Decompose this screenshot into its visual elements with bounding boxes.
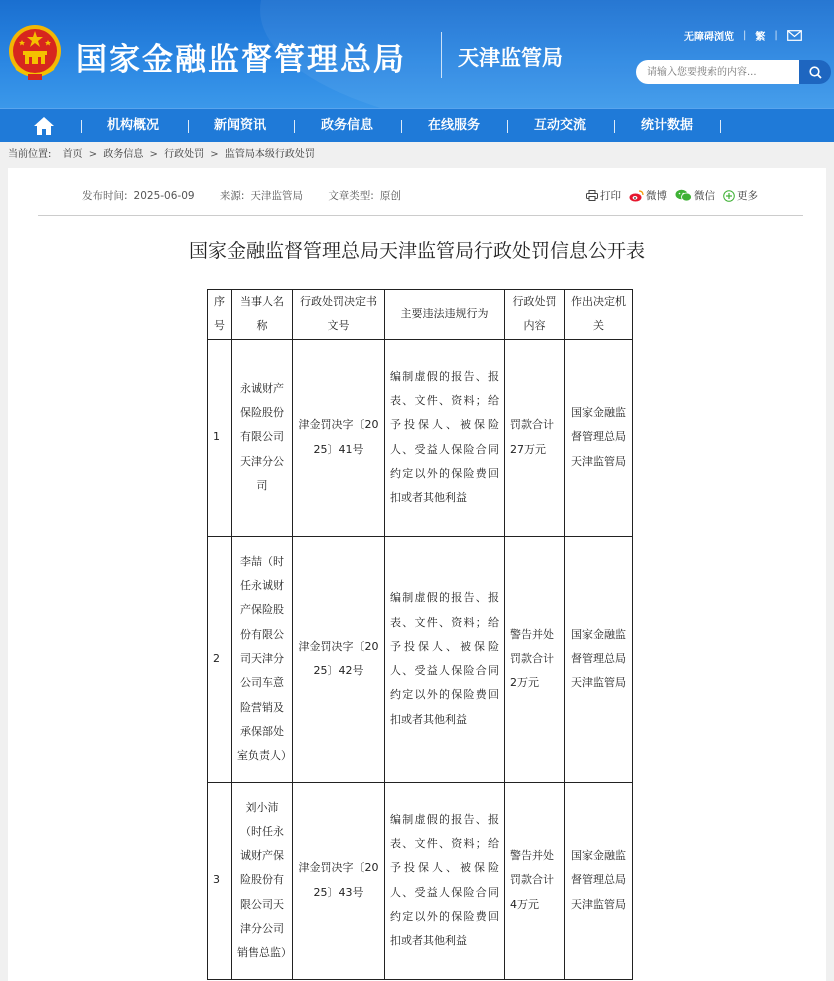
source-value: 天津监管局	[250, 190, 303, 202]
breadcrumb-penalty[interactable]: 行政处罚	[164, 149, 205, 160]
row-authority: 国家金融监督管理总局天津监管局	[565, 782, 633, 979]
breadcrumb-government-info[interactable]: 政务信息	[103, 149, 144, 160]
nav-divider	[294, 120, 295, 133]
nav-item-about[interactable]: 机构概况	[107, 118, 160, 133]
top-links	[684, 28, 802, 42]
publish-date: 2025-06-09	[133, 190, 195, 202]
nav-divider	[188, 120, 189, 133]
more-label: 更多	[737, 190, 758, 202]
table-row	[208, 782, 633, 979]
nav-divider	[507, 120, 508, 133]
national-emblem-icon[interactable]	[8, 24, 62, 82]
type-value: 原创	[379, 190, 401, 202]
print-label: 打印	[600, 190, 621, 202]
row-authority: 国家金融监督管理总局天津监管局	[565, 339, 633, 536]
link-divider: |	[774, 29, 778, 41]
wechat-label: 微信	[694, 190, 715, 202]
breadcrumb-current[interactable]: 监管局本级行政处罚	[224, 149, 315, 160]
table-row	[208, 536, 633, 782]
breadcrumb	[8, 142, 315, 168]
wechat-share-button[interactable]	[675, 188, 715, 203]
search-button[interactable]	[799, 60, 831, 84]
print-button[interactable]	[586, 188, 621, 203]
table-header-row	[208, 290, 633, 340]
row-no: 1	[208, 339, 232, 536]
nav-item-government-info[interactable]: 政务信息	[321, 118, 374, 133]
breadcrumb-label: 当前位置:	[8, 149, 52, 160]
more-share-button[interactable]	[723, 188, 758, 203]
weibo-share-button[interactable]	[629, 188, 667, 203]
header-penalty: 行政处罚内容	[505, 290, 565, 340]
nav-divider	[81, 120, 82, 133]
meta-divider	[38, 215, 803, 216]
main-nav	[0, 108, 834, 142]
row-penalty: 警告并处罚款合计2万元	[505, 536, 565, 782]
row-authority: 国家金融监督管理总局天津监管局	[565, 536, 633, 782]
row-no: 3	[208, 782, 232, 979]
header-no: 序号	[208, 290, 232, 340]
row-doc-number: 津金罚决字〔2025〕42号	[293, 536, 385, 782]
row-penalty: 罚款合计27万元	[505, 339, 565, 536]
row-violation: 编制虚假的报告、报表、文件、资料；给予投保人、被保险人、受益人保险合同约定以外的保险费回扣或者其他利益	[385, 536, 505, 782]
table-row	[208, 339, 633, 536]
row-penalty: 警告并处罚款合计4万元	[505, 782, 565, 979]
type-label: 文章类型:	[328, 190, 374, 202]
source-label: 来源:	[219, 190, 245, 202]
weibo-label: 微博	[646, 190, 667, 202]
penalty-table	[207, 289, 633, 980]
row-no: 2	[208, 536, 232, 782]
search-input[interactable]	[636, 60, 800, 84]
article-title: 国家金融监督管理总局天津监管局行政处罚信息公开表	[188, 240, 645, 262]
article-card	[8, 168, 826, 981]
row-party: 李喆（时任永诚财产保险股份有限公司天津分公司车意险营销及承保部处室负责人）	[232, 536, 293, 782]
print-icon	[586, 190, 598, 201]
breadcrumb-home[interactable]: 首页	[62, 149, 83, 160]
breadcrumb-separator: >	[149, 149, 158, 160]
site-header	[0, 0, 834, 108]
date-label: 发布时间:	[82, 190, 128, 202]
nav-divider	[401, 120, 402, 133]
article-meta	[82, 188, 407, 203]
nav-item-news[interactable]: 新闻资讯	[214, 118, 267, 133]
breadcrumb-separator: >	[88, 149, 98, 160]
row-violation: 编制虚假的报告、报表、文件、资料；给予投保人、被保险人、受益人保险合同约定以外的保险费回扣或者其他利益	[385, 782, 505, 979]
traditional-chinese-link[interactable]: 繁	[755, 31, 766, 43]
row-doc-number: 津金罚决字〔2025〕41号	[293, 339, 385, 536]
home-icon[interactable]	[33, 116, 55, 136]
nav-divider	[614, 120, 615, 133]
mail-icon[interactable]	[787, 30, 802, 41]
header-violation: 主要违法违规行为	[385, 290, 505, 340]
title-divider	[441, 32, 442, 78]
row-party: 刘小沛（时任永诚财产保险股份有限公司天津分公司销售总监）	[232, 782, 293, 979]
search-icon	[809, 66, 822, 79]
branch-title: 天津监管局	[458, 46, 563, 70]
row-party: 永诚财产保险股份有限公司天津分公司	[232, 339, 293, 536]
weibo-icon	[629, 190, 644, 202]
row-doc-number: 津金罚决字〔2025〕43号	[293, 782, 385, 979]
header-doc-number: 行政处罚决定书文号	[293, 290, 385, 340]
wechat-icon	[675, 189, 692, 202]
nav-item-statistics[interactable]: 统计数据	[641, 118, 694, 133]
plus-circle-icon	[723, 190, 735, 202]
share-bar	[586, 188, 766, 203]
nav-item-online-service[interactable]: 在线服务	[428, 118, 481, 133]
breadcrumb-separator: >	[210, 149, 219, 160]
nav-item-interaction[interactable]: 互动交流	[534, 118, 587, 133]
org-title: 国家金融监督管理总局	[76, 42, 406, 78]
link-divider: |	[743, 29, 747, 41]
header-party: 当事人名称	[232, 290, 293, 340]
accessibility-link[interactable]: 无障碍浏览	[684, 31, 734, 43]
header-authority: 作出决定机关	[565, 290, 633, 340]
nav-divider	[720, 120, 721, 133]
row-violation: 编制虚假的报告、报表、文件、资料；给予投保人、被保险人、受益人保险合同约定以外的保险费回扣或者其他利益	[385, 339, 505, 536]
